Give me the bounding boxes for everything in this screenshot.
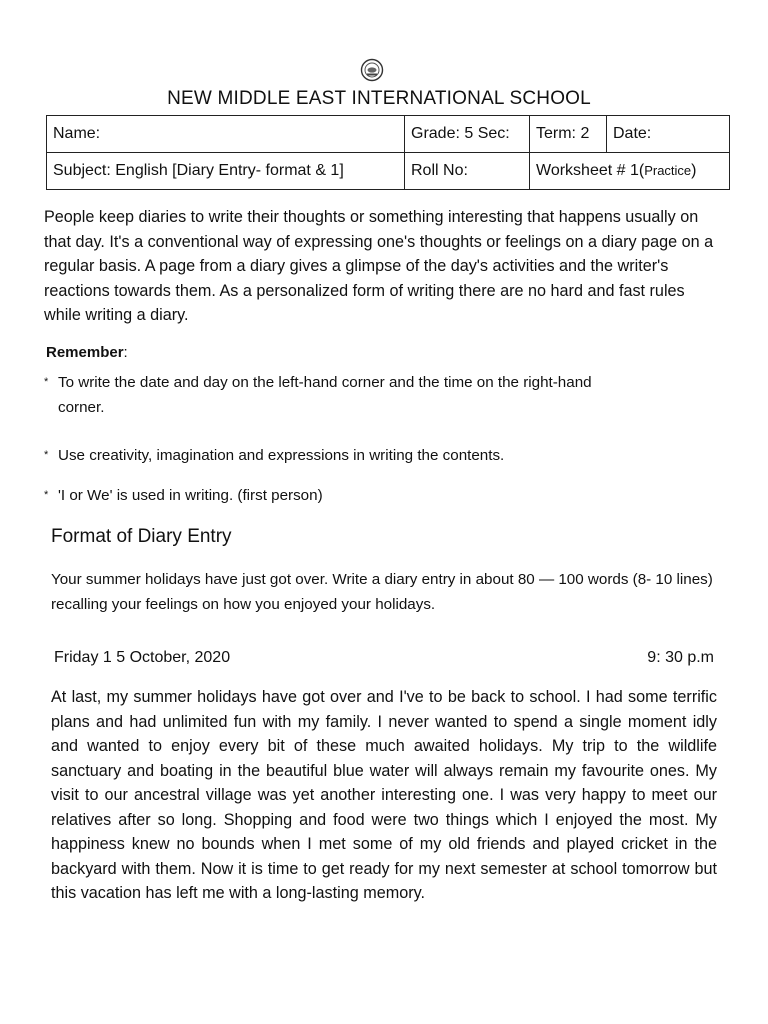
worksheet-close: ) (691, 162, 697, 179)
subject-cell: Subject: English [Diary Entry- format & 1] (47, 153, 405, 190)
remember-bullet-2 (44, 443, 724, 468)
name-cell[interactable]: Name: (47, 116, 405, 153)
remember-colon: : (123, 344, 128, 361)
question-prompt: Your summer holidays have just got over. Write a diary entry in about 80 — 100 words (8- 10 lines) recalling your feelings on how you enjoyed your holidays. (51, 571, 713, 613)
remember-bullet-1 (44, 370, 724, 420)
bullet-text: 'I or We' is used in writing. (first person) (58, 487, 323, 504)
student-info-table (46, 115, 730, 190)
worksheet-practice: Practice (644, 163, 692, 178)
worksheet-cell (530, 153, 730, 190)
school-emblem-icon (360, 58, 384, 82)
diary-date: Friday 1 5 October, 2020 (54, 649, 231, 666)
format-heading: Format of Diary Entry (51, 526, 232, 547)
worksheet-label: Worksheet # 1( (536, 162, 645, 179)
remember-bullet-3 (44, 483, 724, 508)
remember-heading (46, 344, 128, 361)
bullet-text: To write the date and day on the left-hand corner and the time on the right-hand (58, 374, 592, 391)
school-name: NEW MIDDLE EAST INTERNATIONAL SCHOOL (167, 88, 591, 109)
bullet-star: * (44, 489, 49, 501)
term-cell: Term: 2 (530, 116, 607, 153)
date-cell[interactable]: Date: (607, 116, 730, 153)
bullet-star: * (44, 376, 49, 388)
diary-time: 9: 30 p.m (647, 649, 714, 666)
bullet-star: * (44, 449, 49, 461)
grade-cell[interactable]: Grade: 5 Sec: (405, 116, 530, 153)
diary-entry-body: At last, my summer holidays have got over and I've to be back to school. I had some terrific plans and had unlimited fun with my family. I never wanted to spend a single moment idly and wanted to enjoy every bit of these much awaited holidays. My trip to the wildlife sanctuary and boating in the beautiful blue water will always remain my favourite ones. My visit to our ancestral village was yet another interesting one. I was very happy to meet our relatives after so long. Shopping and food were two things which I enjoyed the most. My happiness knew no bounds when I met some of my old friends and played cricket in the backyard with them. Now it is time to get ready for my next semester at school tomorrow but this vacation has left me with a long-lasting memory. (51, 688, 717, 902)
rollno-cell[interactable]: Roll No: (405, 153, 530, 190)
bullet-text-continued: corner. (58, 399, 105, 416)
bullet-text: Use creativity, imagination and expressions in writing the contents. (58, 447, 505, 464)
intro-paragraph: People keep diaries to write their thoughts or something interesting that happens usually on that day. It's a conventional way of expressing one's thoughts or feelings on a diary page on a regular basis. A page from a diary gives a glimpse of the day's activities and the writer's reactions towards them. As a personalized form of writing there are no hard and fast rules while writing a diary. (44, 208, 714, 324)
remember-title: Remember (46, 344, 124, 361)
